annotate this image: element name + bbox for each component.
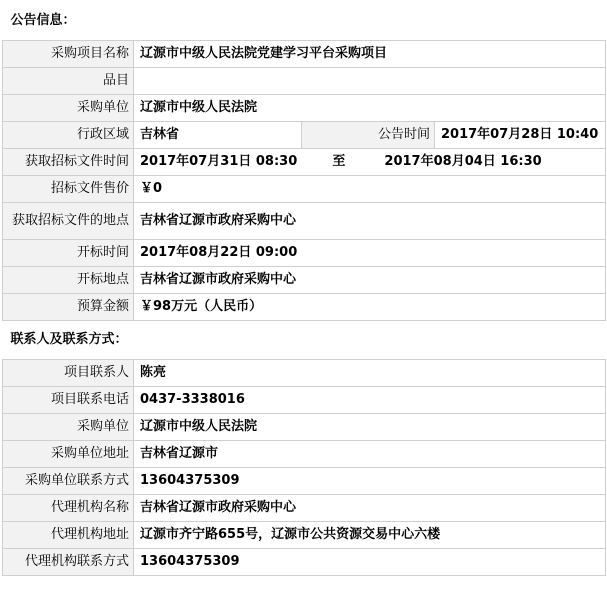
field-label: 公告时间 (302, 122, 435, 149)
field-label: 代理机构联系方式 (3, 549, 134, 576)
field-label: 获取招标文件的地点 (3, 203, 134, 240)
field-value: 吉林省 (134, 122, 302, 149)
row-purchaser-address (3, 441, 606, 468)
section-header-announcement (3, 2, 606, 41)
section-title: 公告信息： (10, 13, 76, 28)
row-project-phone (3, 387, 606, 414)
field-value: 0437-3338016 (134, 387, 606, 414)
row-agency-phone (3, 549, 606, 576)
announcement-table (2, 2, 606, 576)
field-value: 陈亮 (134, 360, 606, 387)
row-region-publish-time (3, 122, 606, 149)
field-value: 辽源市中级人民法院 (134, 414, 606, 441)
field-label: 采购项目名称 (3, 41, 134, 68)
row-doc-price (3, 176, 606, 203)
row-item (3, 68, 606, 95)
row-open-time (3, 240, 606, 267)
section-header-contacts (3, 321, 606, 360)
field-value: 辽源市中级人民法院 (134, 95, 606, 122)
field-label: 行政区域 (3, 122, 134, 149)
doc-time-separator: 至 (332, 154, 346, 169)
field-label: 开标地点 (3, 267, 134, 294)
row-agency-name (3, 495, 606, 522)
field-label: 开标时间 (3, 240, 134, 267)
field-value: ￥0 (134, 176, 606, 203)
field-value: 2017年07月28日 10:40 (435, 122, 606, 149)
field-label: 项目联系人 (3, 360, 134, 387)
field-label: 采购单位联系方式 (3, 468, 134, 495)
field-label: 项目联系电话 (3, 387, 134, 414)
row-purchaser-phone (3, 468, 606, 495)
field-label: 采购单位 (3, 414, 134, 441)
announcement-panel (2, 2, 605, 576)
field-value: 吉林省辽源市政府采购中心 (134, 203, 606, 240)
row-project-contact (3, 360, 606, 387)
field-label: 代理机构地址 (3, 522, 134, 549)
field-value (134, 149, 606, 176)
field-value: 2017年08月22日 09:00 (134, 240, 606, 267)
row-contact-purchaser (3, 414, 606, 441)
row-project-name (3, 41, 606, 68)
field-value: 辽源市齐宁路655号，辽源市公共资源交易中心六楼 (134, 522, 606, 549)
field-label: 代理机构名称 (3, 495, 134, 522)
field-value: 吉林省辽源市 (134, 441, 606, 468)
row-open-place (3, 267, 606, 294)
section-title: 联系人及联系方式： (10, 332, 128, 347)
field-label: 招标文件售价 (3, 176, 134, 203)
field-label: 采购单位地址 (3, 441, 134, 468)
field-label: 采购单位 (3, 95, 134, 122)
field-value: 辽源市中级人民法院党建学习平台采购项目 (134, 41, 606, 68)
field-value: 吉林省辽源市政府采购中心 (134, 267, 606, 294)
field-value (134, 68, 606, 95)
field-label: 品目 (3, 68, 134, 95)
row-agency-address (3, 522, 606, 549)
field-value: 13604375309 (134, 549, 606, 576)
doc-time-start: 2017年07月31日 08:30 (140, 154, 298, 169)
doc-time-end: 2017年08月04日 16:30 (384, 154, 542, 169)
row-purchaser (3, 95, 606, 122)
field-value: 13604375309 (134, 468, 606, 495)
field-label: 预算金额 (3, 294, 134, 321)
field-label: 获取招标文件时间 (3, 149, 134, 176)
row-doc-time (3, 149, 606, 176)
field-value: 吉林省辽源市政府采购中心 (134, 495, 606, 522)
field-value: ￥98万元（人民币） (134, 294, 606, 321)
row-budget (3, 294, 606, 321)
row-doc-place (3, 203, 606, 240)
